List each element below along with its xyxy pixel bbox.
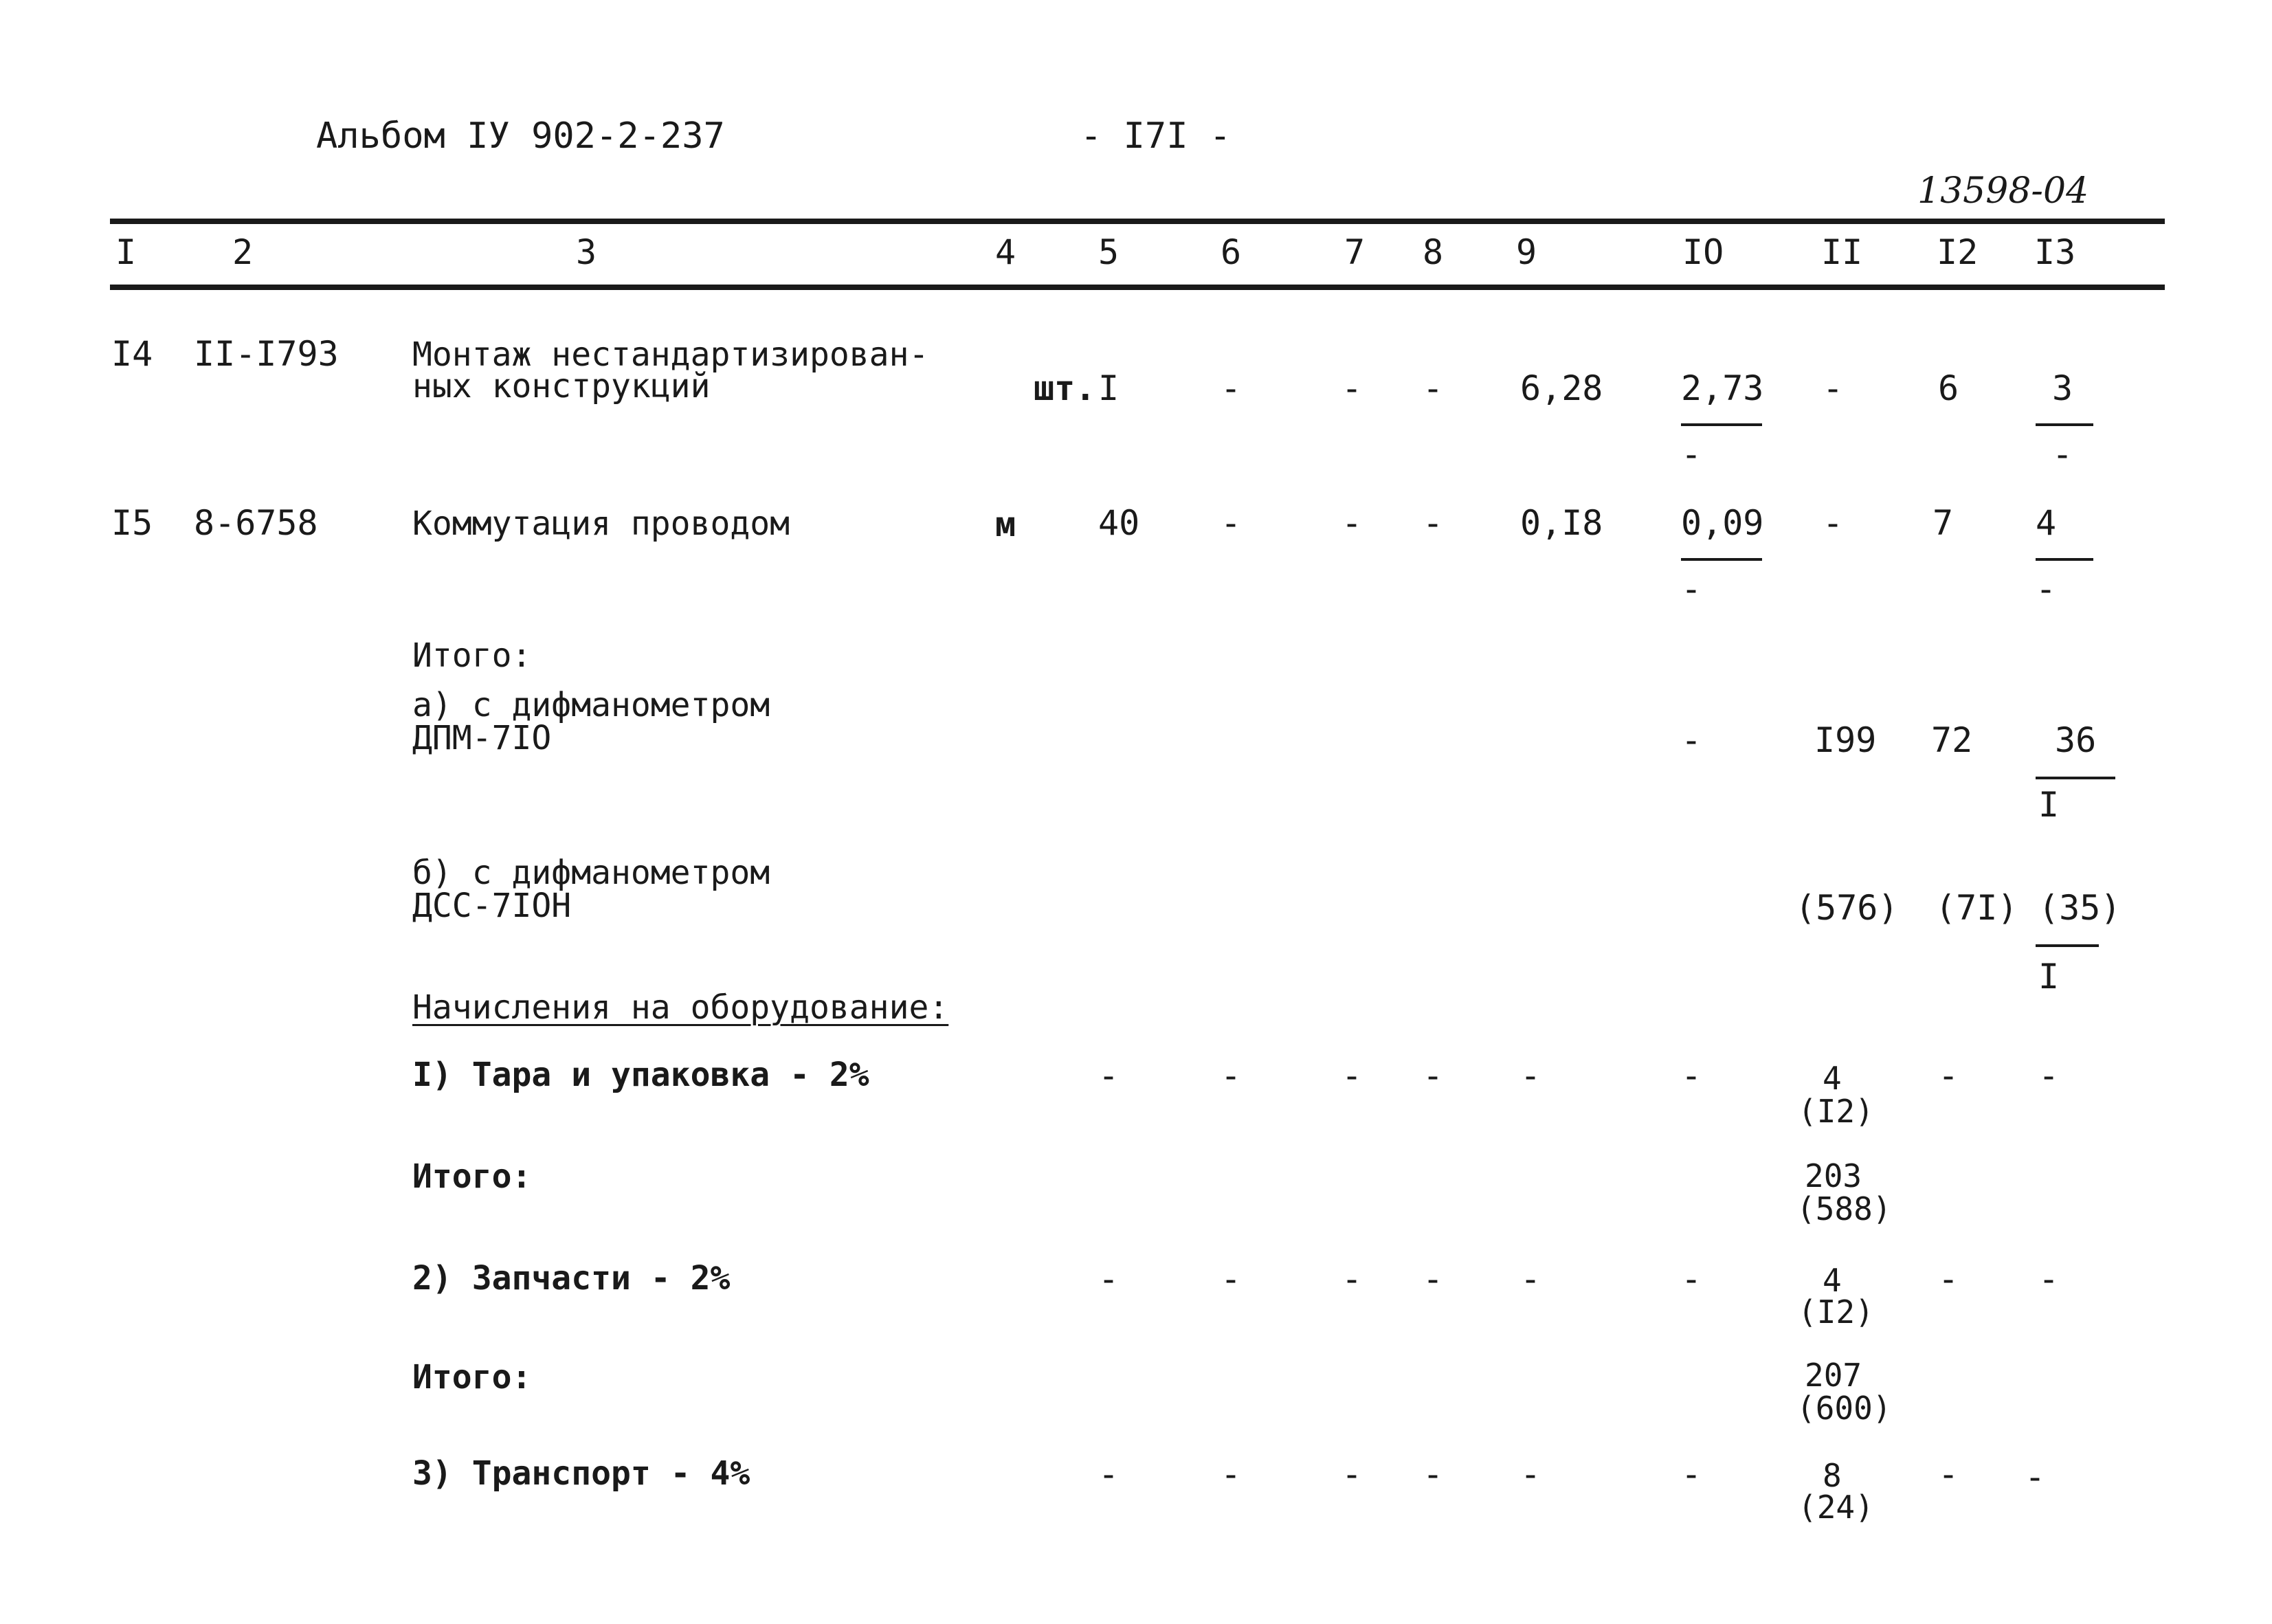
charge-1-c11-top: 4 [1823,1060,1842,1097]
row-14-code: II-I793 [194,334,339,374]
row-15-name: Коммутация проводом [412,504,790,543]
charge-3-c13: - [2025,1457,2046,1497]
row-15-qty: 40 [1098,503,1140,543]
row-14-c7: - [1341,368,1363,408]
row-15-c13-den: - [2036,569,2057,609]
row-15-c13-fraction-bar [2036,558,2093,561]
charge-2-c6: - [1221,1259,1242,1299]
charge-3-c11-bot: (24) [1798,1489,1874,1526]
row-14-c10-fraction-bar [1681,423,1762,426]
charge-3-c12: - [1938,1454,1959,1494]
charge-1-c8: - [1423,1056,1444,1095]
row-15-c7: - [1341,503,1363,543]
totals-a-c10: - [1681,720,1702,760]
charge-2-c11-bot: (I2) [1798,1293,1874,1331]
charge-1-c6: - [1221,1056,1242,1095]
charge-2-c9: - [1520,1259,1541,1299]
col-header-2: 2 [232,232,254,272]
row-15-c10-den: - [1681,569,1702,609]
col-header-8: 8 [1423,232,1444,272]
subtotal-1-bot: (588) [1796,1190,1892,1227]
col-header-7: 7 [1344,232,1366,272]
charges-heading: Начисления на оборудование: [412,988,949,1027]
col-header-5: 5 [1098,232,1120,272]
row-14-c6: - [1221,368,1242,408]
col-header-6: 6 [1221,232,1242,272]
subtotal-1-top: 203 [1805,1157,1862,1194]
totals-b-c13: (35) [2038,888,2121,928]
charge-3-c9: - [1520,1454,1541,1494]
charge-3-c11-top: 8 [1823,1457,1842,1494]
row-15-c11: - [1823,503,1844,543]
album-title: Альбом IУ 902-2-237 [316,115,725,157]
row-15-code: 8-6758 [194,503,318,543]
charge-2-c10: - [1681,1259,1702,1299]
charge-2-label: 2) Запчасти - 2% [412,1259,731,1298]
subtotal-1-label: Итого: [412,1157,532,1196]
row-14-c12: 6 [1938,368,1959,408]
totals-b-c13-den: I [2038,957,2060,997]
totals-a-c13-den: I [2038,785,2060,825]
totals-a-line1: а) с дифманометром [412,686,770,724]
col-header-4: 4 [995,232,1016,272]
document-code: 13598-04 [1917,170,2089,212]
row-14-unit: шт. [1034,368,1096,408]
row-14-c8: - [1423,368,1444,408]
totals-b-line1: б) с дифманометром [412,854,770,892]
charge-2-c12: - [1938,1259,1959,1299]
totals-b-c12: (7I) [1935,888,2018,928]
charge-2-c13: - [2038,1259,2060,1299]
row-15-unit: м [995,504,1016,544]
totals-a-c13: 36 [2055,720,2097,760]
charge-1-c10: - [1681,1056,1702,1095]
col-header-12: I2 [1937,232,1979,272]
row-14-c13-fraction-bar [2036,423,2093,426]
row-14-c13: 3 [2052,368,2073,408]
subtotal-2-label: Итого: [412,1358,532,1397]
charge-1-c5: - [1098,1056,1120,1095]
totals-a-c12: 72 [1931,720,1973,760]
totals-label: Итого: [412,636,532,675]
col-header-3: 3 [576,232,597,272]
col-header-1: I [115,232,137,272]
table-top-rule [110,219,2165,224]
row-14-c13-den: - [2052,434,2073,474]
charge-1-label: I) Тара и упаковка - 2% [412,1056,869,1094]
page-number: - I7I - [1080,115,1232,157]
charge-3-c5: - [1098,1454,1120,1494]
row-14-c10-den: - [1681,434,1702,474]
charge-2-c11-top: 4 [1823,1262,1842,1299]
charge-3-c10: - [1681,1454,1702,1494]
row-14-name-line1: Монтаж нестандартизирован- [412,335,929,374]
totals-b-line2: ДСС-7IOН [412,887,572,925]
row-14-c11: - [1823,368,1844,408]
row-14-c10: 2,73 [1681,368,1764,408]
charge-3-c6: - [1221,1454,1242,1494]
charge-2-c5: - [1098,1259,1120,1299]
row-15-num: I5 [111,503,153,543]
charge-1-c13: - [2038,1056,2060,1095]
charge-3-label: 3) Транспорт - 4% [412,1454,750,1493]
charge-1-c12: - [1938,1056,1959,1095]
charge-1-c11-bot: (I2) [1798,1093,1874,1130]
row-15-c6: - [1221,503,1242,543]
row-15-c8: - [1423,503,1444,543]
row-15-c12: 7 [1933,503,1954,543]
charge-2-c7: - [1341,1259,1363,1299]
row-14-name-line2: ных конструкций [412,367,711,405]
totals-b-c13-fraction-bar [2036,944,2099,947]
totals-a-c11: I99 [1814,720,1877,760]
charge-3-c8: - [1423,1454,1444,1494]
totals-b-c11: (576) [1795,888,1899,928]
table-header-bottom-rule [110,285,2165,290]
charge-2-c8: - [1423,1259,1444,1299]
subtotal-2-bot: (600) [1796,1390,1892,1427]
charge-3-c7: - [1341,1454,1363,1494]
row-15-c10: 0,09 [1681,503,1764,543]
col-header-11: II [1821,232,1863,272]
charge-1-c7: - [1341,1056,1363,1095]
row-15-c10-fraction-bar [1681,558,1762,561]
col-header-10: IO [1682,232,1724,272]
subtotal-2-top: 207 [1805,1357,1862,1394]
col-header-13: I3 [2034,232,2076,272]
row-14-c9: 6,28 [1520,368,1603,408]
row-14-qty: I [1098,368,1120,408]
totals-a-c13-fraction-bar [2036,777,2115,779]
col-header-9: 9 [1516,232,1537,272]
row-15-c13: 4 [2036,503,2057,543]
row-14-num: I4 [111,334,153,374]
row-15-c9: 0,I8 [1520,503,1603,543]
totals-a-line2: ДПМ-7IO [412,719,552,757]
charge-1-c9: - [1520,1056,1541,1095]
